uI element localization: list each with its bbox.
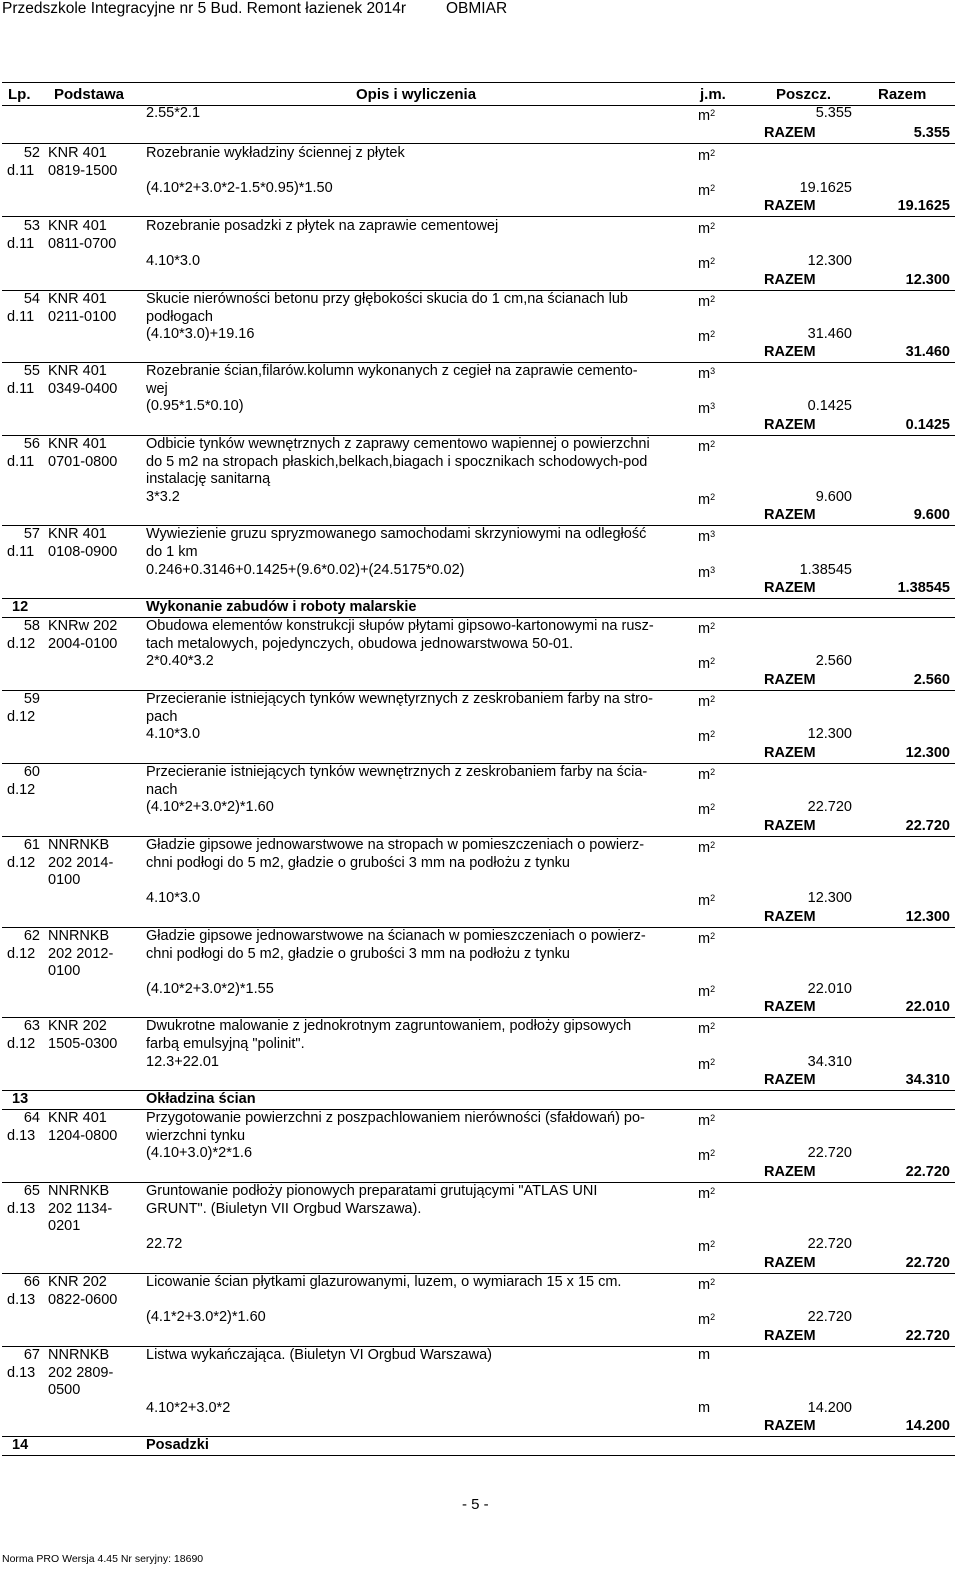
unit-base: m [698,840,711,856]
unit-cell [698,927,715,945]
razem-label: RAZEM [764,580,816,596]
unit-base: m [698,1186,711,1202]
col-desc: Opis i wyliczenia [356,86,477,103]
item-description-line: farbą emulsyjną "polinit". [146,1035,305,1052]
item-chapter: d.12 [7,854,36,871]
item-basis-code: NNRNKB [48,928,110,944]
unit-cell: m [698,1400,711,1416]
calc-value: 5.355 [815,105,852,121]
unit-cell [698,179,715,197]
unit-base: m [698,1057,711,1073]
unit-base: m [698,401,711,417]
item-basis-code: NNRNKB [48,837,110,853]
item-number: 61 [23,837,40,853]
calc-expression: (4.10*2+3.0*2)*1.55 [146,981,274,997]
item-number: 52 [23,145,40,161]
razem-value: 31.460 [905,344,950,360]
calc-value: 19.1625 [799,180,852,196]
unit-base: m [698,1312,711,1328]
unit-base: m [698,256,711,272]
razem-value: 1.38545 [897,580,950,596]
unit-cell [698,725,715,743]
unit-base: m [698,1239,711,1255]
unit-exponent: 2 [710,221,716,231]
item-chapter: d.11 [7,543,35,560]
unit-base: m [698,1148,711,1164]
unit-cell [698,561,715,579]
item-basis-code2: 202 2012- [48,945,114,962]
unit-cell [698,525,715,543]
item-basis-code: KNR 202 [48,1018,107,1034]
unit-exponent: 2 [710,840,716,850]
item-description-line: Przecieranie istniejących tynków wewnętyrznych z zeskrobaniem farby na stro- [146,691,653,707]
item-number: 65 [23,1183,40,1199]
calc-value: 1.38545 [799,562,852,578]
item-number: 67 [23,1347,40,1363]
item-description-line: nach [146,781,178,798]
item-chapter: d.13 [7,1291,36,1308]
unit-cell [698,980,715,998]
row-separator [2,598,955,599]
razem-label: RAZEM [764,1164,816,1180]
unit-base: m [698,931,711,947]
item-description-line: GRUNT". (Biuletyn VII Orgbud Warszawa). [146,1200,422,1217]
unit-exponent: 2 [710,492,716,502]
item-chapter: d.11 [7,453,35,470]
calc-value: 31.460 [807,326,852,342]
unit-exponent: 2 [710,1277,716,1287]
calc-value: 34.310 [807,1054,852,1070]
unit-base: m [698,984,711,1000]
unit-exponent: 2 [710,893,716,903]
item-number: 64 [23,1110,40,1126]
item-description-line: Odbicie tynków wewnętrznych z zaprawy cementowo wapiennej o powierzchni [146,436,650,452]
calc-expression: (4.10*2+3.0*2)*1.60 [146,799,274,815]
item-basis-code2: 0811-0700 [48,235,117,252]
calc-expression: 0.246+0.3146+0.1425+(9.6*0.02)+(24.5175*0.02) [146,562,465,578]
unit-base: m [698,1021,711,1037]
item-description-line: chni podłogi do 5 m2, gładzie o grubości 3 mm na podłożu z tynku [146,945,570,962]
unit-cell [698,652,715,670]
calc-expression: 22.72 [146,1236,183,1252]
unit-base: m [698,294,711,310]
unit-exponent: 3 [710,366,716,376]
razem-value: 22.010 [905,999,950,1015]
razem-value: 22.720 [905,1328,950,1344]
item-chapter: d.11 [7,380,35,397]
item-basis-code: KNR 401 [48,145,107,161]
unit-base: m [698,893,711,909]
item-basis-code2: 1505-0300 [48,1035,118,1052]
unit-cell [698,1109,715,1127]
item-number: 58 [23,618,40,634]
unit-exponent: 2 [710,439,716,449]
razem-label: RAZEM [764,909,816,925]
unit-base: m [698,729,711,745]
item-number: 54 [23,291,40,307]
unit-exponent: 2 [710,108,716,118]
unit-exponent: 2 [710,767,716,777]
unit-exponent: 2 [710,656,716,666]
unit-cell [698,144,715,162]
item-description-line: Gładzie gipsowe jednowarstwowe na ścianach w pomieszczeniach o powierz- [146,928,646,944]
item-description-line: Gładzie gipsowe jednowarstwowe na stropach w pomieszczeniach o powierz- [146,837,645,853]
razem-value: 14.200 [905,1418,950,1434]
unit-exponent: 2 [710,802,716,812]
item-description-line: Rozebranie wykładziny ściennej z płytek [146,145,405,161]
unit-exponent: 2 [710,256,716,266]
razem-value: 22.720 [905,1164,950,1180]
unit-cell [698,104,715,122]
razem-value: 5.355 [913,125,950,141]
unit-exponent: 2 [710,931,716,941]
item-basis-code3: 0100 [48,963,81,979]
calc-expression: 3*3.2 [146,489,180,505]
item-chapter: d.13 [7,1364,36,1381]
item-basis-code: KNR 401 [48,218,107,234]
item-chapter: d.12 [7,781,36,798]
razem-value: 12.300 [905,909,950,925]
razem-value: 22.720 [905,818,950,834]
unit-cell [698,290,715,308]
unit-base: m [698,694,711,710]
item-basis-code: NNRNKB [48,1347,110,1363]
section-title: Wykonanie zabudów i roboty malarskie [146,599,417,615]
unit-cell [698,889,715,907]
unit-exponent: 2 [710,1148,716,1158]
unit-cell [698,1308,715,1326]
unit-exponent: 2 [710,621,716,631]
calc-value: 22.720 [807,1236,852,1252]
col-basis: Podstawa [54,86,125,103]
unit-exponent: 2 [710,1186,716,1196]
calc-expression: 2*0.40*3.2 [146,653,214,669]
calc-expression: 12.3+22.01 [146,1054,219,1070]
section-separator [2,1455,955,1456]
item-chapter: d.11 [7,308,35,325]
item-chapter: d.13 [7,1200,36,1217]
item-basis-code: KNR 401 [48,363,107,379]
unit-exponent: 2 [710,694,716,704]
item-description-line: instalację sanitarną [146,471,271,487]
item-basis-code2: 1204-0800 [48,1127,118,1144]
unit-cell [698,397,715,415]
item-basis-code2: 0701-0800 [48,453,118,470]
calc-value: 12.300 [807,253,852,269]
razem-value: 12.300 [905,272,950,288]
unit-cell: m [698,1347,711,1363]
item-basis-code2: 0819-1500 [48,162,118,179]
unit-exponent: 2 [710,1057,716,1067]
razem-label: RAZEM [764,818,816,834]
razem-value: 0.1425 [905,417,950,433]
item-description-line: wierzchni tynku [146,1127,246,1144]
page-number: - 5 - [462,1496,489,1513]
unit-cell [698,362,715,380]
unit-base: m [698,492,711,508]
item-basis-code: KNR 401 [48,436,107,452]
column-header [2,82,955,106]
item-number: 57 [23,526,40,542]
unit-cell [698,488,715,506]
item-basis-code2: 202 2809- [48,1364,114,1381]
razem-label: RAZEM [764,417,816,433]
item-basis-code: NNRNKB [48,1183,110,1199]
unit-cell [698,690,715,708]
razem-label: RAZEM [764,125,816,141]
unit-cell [698,617,715,635]
unit-cell [698,1053,715,1071]
col-lp: Lp. [8,86,31,103]
calc-value: 22.720 [807,1309,852,1325]
item-basis-code: KNR 202 [48,1274,107,1290]
unit-cell [698,763,715,781]
unit-base: m [698,802,711,818]
razem-label: RAZEM [764,1072,816,1088]
unit-base: m [698,108,711,124]
item-description-line: Skucie nierówności betonu przy głębokości skucia do 1 cm,na ścianach lub [146,291,628,307]
unit-exponent: 3 [710,565,716,575]
calc-value: 9.600 [815,489,852,505]
software-footer: Norma PRO Wersja 4.45 Nr seryjny: 18690 [2,1553,204,1565]
item-chapter: d.12 [7,945,36,962]
unit-base: m [698,621,711,637]
razem-label: RAZEM [764,272,816,288]
item-description-line: Przygotowanie powierzchni z poszpachlowaniem nierówności (sfałdowań) po- [146,1110,645,1126]
unit-cell [698,836,715,854]
item-description-line: Licowanie ścian płytkami glazurowanymi, luzem, o wymiarach 15 x 15 cm. [146,1274,622,1290]
calc-value: 12.300 [807,890,852,906]
item-description-line: podłogach [146,308,213,325]
item-number: 62 [23,928,40,944]
razem-label: RAZEM [764,1418,816,1434]
razem-label: RAZEM [764,999,816,1015]
item-description-line: Obudowa elementów konstrukcji słupów płytami gipsowo-kartonowymi na rusz- [146,618,654,634]
unit-base: m [698,183,711,199]
razem-label: RAZEM [764,507,816,523]
unit-exponent: 2 [710,148,716,158]
unit-base: m [698,329,711,345]
unit-exponent: 2 [710,1312,716,1322]
section-title: Posadzki [146,1437,209,1453]
row-separator [2,143,955,144]
item-description-line: Listwa wykańczająca. (Biuletyn VI Orgbud Warszawa) [146,1347,492,1363]
col-total: Razem [878,86,927,103]
calc-value: 22.720 [807,799,852,815]
section-number: 13 [12,1091,29,1107]
calc-expression: (4.1*2+3.0*2)*1.60 [146,1309,266,1325]
item-chapter: d.11 [7,235,35,252]
razem-value: 22.720 [905,1255,950,1271]
row-separator [2,1090,955,1091]
item-number: 55 [23,363,40,379]
page-header [0,0,960,22]
unit-exponent: 2 [710,329,716,339]
calc-expression: (4.10+3.0)*2*1.6 [146,1145,253,1161]
unit-cell [698,1182,715,1200]
razem-value: 2.560 [913,672,950,688]
item-basis-code2: 202 1134- [48,1200,113,1217]
unit-exponent: 3 [710,401,716,411]
item-number: 63 [23,1018,40,1034]
item-chapter: d.11 [7,162,35,179]
unit-exponent: 2 [710,1113,716,1123]
unit-base: m [698,656,711,672]
item-description-line: chni podłogi do 5 m2, gładzie o grubości 3 mm na podłożu z tynku [146,854,570,871]
razem-value: 19.1625 [897,198,950,214]
unit-exponent: 3 [710,529,716,539]
razem-value: 9.600 [913,507,950,523]
item-number: 60 [23,764,40,780]
calc-expression: (0.95*1.5*0.10) [146,398,244,414]
item-basis-code3: 0201 [48,1218,81,1234]
item-basis-code2: 0211-0100 [48,308,117,325]
razem-label: RAZEM [764,1255,816,1271]
calc-expression: 4.10*2+3.0*2 [146,1400,231,1416]
calc-expression: 4.10*3.0 [146,726,201,742]
item-basis-code2: 0108-0900 [48,543,118,560]
item-chapter: d.12 [7,635,36,652]
item-basis-code: KNR 401 [48,291,107,307]
unit-exponent: 2 [710,729,716,739]
calc-expression: 4.10*3.0 [146,253,201,269]
item-description-line: Wywiezienie gruzu spryzmowanego samochodami skrzyniowymi na odległość [146,526,647,542]
calc-expression: (4.10*3.0)+19.16 [146,326,255,342]
unit-base: m [698,366,711,382]
item-basis-code2: 0349-0400 [48,380,118,397]
item-description-line: Dwukrotne malowanie z jednokrotnym zagruntowaniem, podłoży gipsowych [146,1018,632,1034]
item-description-line: do 5 m2 na stropach płaskich,belkach,biagach i spocznikach schodowych-pod [146,453,648,470]
item-basis-code3: 0500 [48,1382,81,1398]
razem-label: RAZEM [764,198,816,214]
unit-base: m [698,565,711,581]
item-description-line: Gruntowanie podłoży pionowych preparatami grutującymi "ATLAS UNI [146,1183,598,1199]
calc-value: 22.720 [807,1145,852,1161]
unit-base: m [698,439,711,455]
section-number: 12 [12,599,29,615]
item-number: 53 [23,218,40,234]
calc-expression: (4.10*2+3.0*2-1.5*0.95)*1.50 [146,180,333,196]
item-description-line: Rozebranie posadzki z płytek na zaprawie cementowej [146,218,499,234]
unit-exponent: 2 [710,183,716,193]
razem-label: RAZEM [764,344,816,360]
unit-exponent: 2 [710,1239,716,1249]
item-basis-code: KNR 401 [48,1110,107,1126]
unit-cell [698,1273,715,1291]
unit-cell [698,1017,715,1035]
unit-cell [698,435,715,453]
header-school: Przedszkole Integracyjne nr 5 Bud. Remont łazienek 2014r [2,0,407,17]
item-chapter: d.13 [7,1127,36,1144]
razem-label: RAZEM [764,1328,816,1344]
unit-cell [698,252,715,270]
unit-base: m [698,529,711,545]
item-number: 59 [23,691,40,707]
unit-cell [698,1235,715,1253]
unit-base: m [698,148,711,164]
item-description-line: wej [146,380,168,397]
unit-base: m [698,221,711,237]
unit-base: m [698,1113,711,1129]
col-qty: Poszcz. [776,86,832,103]
item-description-line: do 1 km [146,543,198,560]
unit-base: m [698,1277,711,1293]
calc-value: 0.1425 [807,398,852,414]
unit-exponent: 2 [710,1021,716,1031]
razem-value: 34.310 [905,1072,950,1088]
item-basis-code2: 0822-0600 [48,1291,118,1308]
item-number: 66 [23,1274,40,1290]
unit-cell [698,798,715,816]
calc-expression: 2.55*2.1 [146,105,201,121]
item-description-line: Rozebranie ścian,filarów.kolumn wykonanych z cegieł na zaprawie cemento- [146,363,638,379]
calc-value: 2.560 [815,653,852,669]
razem-label: RAZEM [764,672,816,688]
item-basis-code2: 2004-0100 [48,635,118,652]
item-chapter: d.12 [7,1035,36,1052]
unit-exponent: 2 [710,294,716,304]
calc-value: 12.300 [807,726,852,742]
item-number: 56 [23,436,40,452]
unit-exponent: 2 [710,984,716,994]
item-basis-code: KNR 401 [48,526,107,542]
row-separator [2,1436,955,1437]
calc-value: 22.010 [807,981,852,997]
section-number: 14 [12,1437,29,1453]
item-description-line: Przecieranie istniejących tynków wewnętrznych z zeskrobaniem farby na ścia- [146,764,648,780]
section-title: Okładzina ścian [146,1091,256,1107]
unit-cell [698,217,715,235]
col-unit: j.m. [700,86,726,103]
razem-value: 12.300 [905,745,950,761]
unit-cell [698,325,715,343]
calc-expression: 4.10*3.0 [146,890,201,906]
unit-base: m [698,767,711,783]
item-basis-code: KNRw 202 [48,618,118,634]
header-doc-title: OBMIAR [446,0,508,17]
item-description-line: tach metalowych, pojedynczych, obudowa jednowarstwowa 50-01. [146,635,574,652]
calc-value: 14.200 [807,1400,852,1416]
unit-cell [698,1144,715,1162]
item-description-line: pach [146,708,178,725]
item-basis-code2: 202 2014- [48,854,114,871]
razem-label: RAZEM [764,745,816,761]
item-chapter: d.12 [7,708,36,725]
item-basis-code3: 0100 [48,872,81,888]
